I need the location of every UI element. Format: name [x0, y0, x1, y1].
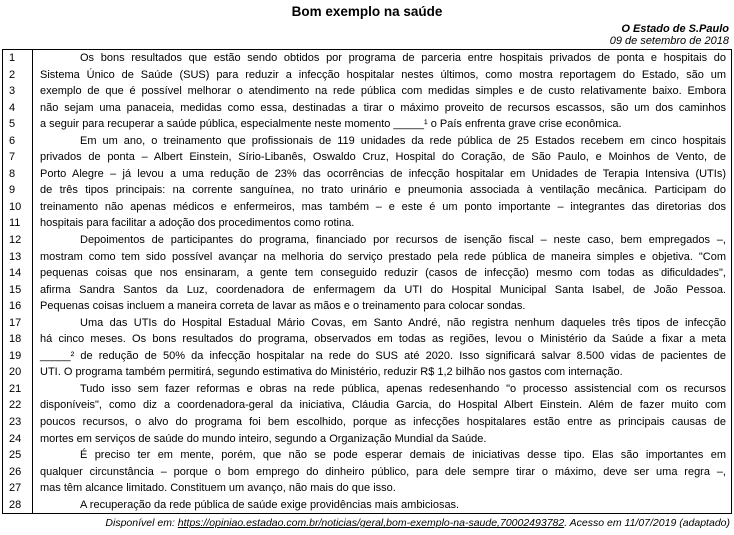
text-line-row	[3, 364, 731, 381]
line-text: mortes em serviços de saúde do mundo inteiro, segundo a Organização Mundial da Saúde.	[40, 432, 487, 445]
text-line-row	[3, 315, 731, 332]
line-number: 26	[3, 464, 33, 481]
line-text: UTI. O programa também permitirá, segundo estimativa do Ministério, reduzir R$ 1,2 bilhão nos gastos com internação.	[40, 366, 623, 379]
text-line-row	[3, 331, 731, 348]
line-number: 16	[3, 298, 33, 315]
line-number: 25	[3, 447, 33, 464]
line-text: privados de ponta – Albert Einstein, Sírio-Libanês, Oswaldo Cruz, Hospital do Coração, de São Paulo, e Moinhos de Vento, de	[40, 151, 726, 164]
line-number: 8	[3, 166, 33, 183]
line-number: 17	[3, 315, 33, 332]
text-line-row	[3, 282, 731, 299]
line-text: Sistema Único de Saúde (SUS) para reduzir a infecção hospitalar nestes últimos, como mostra reportagem do Estado, são um	[40, 68, 726, 81]
text-line-row	[3, 431, 731, 448]
line-number: 2	[3, 67, 33, 84]
line-number: 18	[3, 331, 33, 348]
line-number: 3	[3, 83, 33, 100]
text-line-row	[3, 265, 731, 282]
line-number: 5	[3, 116, 33, 133]
text-line-row	[3, 447, 731, 464]
line-text: não sejam uma panaceia, medidas como essa, destinadas a tirar o máximo proveito de recursos escassos, são um dos caminhos	[40, 101, 726, 114]
line-text: Uma das UTIs do Hospital Estadual Mário Covas, em Santo André, não registra nenhum daqueles três tipos de infecção	[80, 316, 726, 329]
text-line-row	[3, 149, 731, 166]
line-text: A recuperação da rede pública de saúde exige providências mais ambiciosas.	[80, 498, 460, 511]
line-number: 27	[3, 480, 33, 497]
source-date: 09 de setembro de 2018	[609, 35, 729, 47]
line-number: 15	[3, 282, 33, 299]
line-text: exemplo de que é possível melhorar o atendimento na rede pública com medidas simples e de custo relativamente baixo. Embora	[40, 85, 726, 98]
citation-prefix: Disponível em:	[105, 517, 178, 530]
source-url-link[interactable]: https://opiniao.estadao.com.br/noticias/geral,bom-exemplo-na-saude,70002493782	[177, 517, 565, 530]
text-line-row	[3, 133, 731, 150]
line-text: Em um ano, o treinamento que profissionais de 119 unidades da rede pública de 25 Estados recebem em cinco hospitais	[80, 134, 726, 147]
text-line-row	[3, 50, 731, 67]
line-number: 1	[3, 50, 33, 67]
line-text: mostram como tem sido possível avançar na melhoria do serviço prestado pela rede pública de maneira simples e objetiva. "Com	[40, 250, 726, 263]
line-number: 22	[3, 397, 33, 414]
line-number: 10	[3, 199, 33, 216]
text-line-row	[3, 116, 731, 133]
text-line-row	[3, 199, 731, 216]
line-text: Os bons resultados que estão sendo obtidos por programa de parceria entre hospitais privados de ponta e hospitais do	[80, 52, 726, 64]
page-title: Bom exemplo na saúde	[291, 4, 443, 19]
text-line-row	[3, 464, 731, 481]
text-line-row	[3, 232, 731, 249]
line-text: qualquer circunstância – porque o bom emprego do dinheiro público, para dele sempre tirar o máximo, deve ser uma regra –,	[40, 465, 726, 478]
line-text: afirma Sandra Santos da Luz, coordenadora de enfermagem da UTI do Hospital Municipal Santa Isabel, de João Pessoa.	[40, 283, 726, 296]
line-text: Depoimentos de participantes do programa, financiado por recursos de isenção fiscal – neste caso, bem empregados –,	[80, 234, 726, 247]
line-text: a seguir para recuperar a saúde pública, especialmente neste momento _____¹ o País enfrenta grave crise econômica.	[40, 118, 622, 131]
line-number: 14	[3, 265, 33, 282]
text-line-row	[3, 381, 731, 398]
line-number: 21	[3, 381, 33, 398]
text-line-row	[3, 348, 731, 365]
text-line-row	[3, 83, 731, 100]
text-line-row	[3, 414, 731, 431]
text-table	[2, 49, 732, 514]
line-number: 19	[3, 348, 33, 365]
line-number: 28	[3, 497, 33, 514]
line-text: disponíveis", como diz a coordenadora-geral da iniciativa, Cláudia Garcia, do Hospital Albert Einstein. Além de fazer muito com	[40, 399, 726, 412]
line-text: mas têm alcance limitado. Constituem um avanço, não mais do que isso.	[40, 482, 396, 495]
text-line-row	[3, 497, 731, 514]
text-line-row	[3, 298, 731, 315]
line-text: Pequenas coisas incluem a maneira correta de lavar as mãos e o treinamento para colocar sondas.	[40, 300, 526, 313]
text-line-row	[3, 100, 731, 117]
line-text: _____² de redução de 50% da infecção hospitalar na rede do SUS até 2020. Isso significará salvar 8.500 vidas de pacientes de	[40, 349, 726, 362]
text-line-row	[3, 166, 731, 183]
line-number: 7	[3, 149, 33, 166]
text-line-row	[3, 182, 731, 199]
line-number: 4	[3, 100, 33, 117]
line-text: hospitais para facilitar a adoção dos procedimentos como rotina.	[40, 217, 355, 230]
line-text: poucos recursos, o alvo do programa foi bem escolhido, porque as infecções hospitalares estão entre as principais causas de	[40, 416, 726, 429]
line-text: há cinco meses. Os bons resultados do programa, observados em todas as regiões, levou o Ministério da Saúde a fixar a meta	[40, 333, 726, 346]
text-line-row	[3, 397, 731, 414]
text-line-row	[3, 249, 731, 266]
text-line-row	[3, 215, 731, 232]
line-text: de três tipos principais: na corrente sanguínea, no trato urinário e pneumonia associada à ventilação mecânica. Participam do	[40, 184, 726, 197]
line-number: 20	[3, 364, 33, 381]
line-number: 12	[3, 232, 33, 249]
text-line-row	[3, 67, 731, 84]
line-number: 13	[3, 249, 33, 266]
line-text: Porto Alegre – já levou a uma redução de 23% das ocorrências de infecção hospitalar em Unidades de Terapia Intensiva (UTIs)	[40, 167, 726, 180]
text-line-row	[3, 480, 731, 497]
line-number: 11	[3, 215, 33, 232]
source-name: O Estado de S.Paulo	[621, 23, 729, 35]
line-text: treinamento não apenas médicos e enfermeiros, mas também – e este é um ponto importante – integrantes das diretorias dos	[40, 200, 726, 213]
source-citation	[0, 517, 734, 530]
line-number: 9	[3, 182, 33, 199]
line-number: 24	[3, 431, 33, 448]
line-number: 23	[3, 414, 33, 431]
line-text: Tudo isso sem fazer reformas e obras na rede pública, apenas redesenhando "o processo assistencial com os recursos	[80, 382, 726, 395]
line-text: É preciso ter em mente, porém, que não se pode esperar demais de iniciativas desse tipo. Elas são importantes em	[80, 449, 726, 462]
line-number: 6	[3, 133, 33, 150]
citation-suffix: . Acesso em 11/07/2019 (adaptado)	[564, 517, 730, 530]
line-text: pequenas coisas que nos ensinaram, a gente tem conseguido reduzir (casos de infecção) mesmo com todas as dificuldades",	[40, 267, 726, 280]
